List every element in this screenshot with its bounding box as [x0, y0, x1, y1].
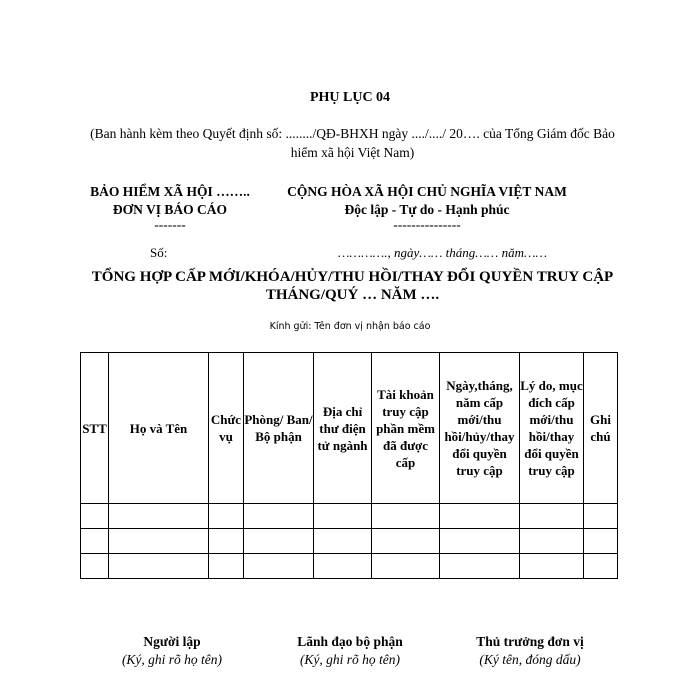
- national-motto: Độc lập - Tự do - Hạnh phúc: [344, 202, 510, 217]
- table-cell[interactable]: [584, 529, 618, 554]
- header-date: Ngày,tháng, năm cấp mới/thu hồi/hủy/thay đổi quyền truy cập: [440, 353, 520, 504]
- report-title: TỔNG HỢP CẤP MỚI/KHÓA/HỦY/THU HỒI/THAY ĐỔI QUYỀN TRUY CẬP THÁNG/QUÝ … NĂM ….: [91, 269, 614, 303]
- country-name: CỘNG HÒA XÃ HỘI CHỦ NGHĨA VIỆT NAM: [287, 184, 567, 199]
- national-header: [262, 183, 592, 231]
- document-number-label: Số:: [150, 245, 168, 260]
- date-line: …………., ngày…… tháng…… năm……: [338, 245, 548, 260]
- signature-unit-head: [440, 633, 620, 669]
- table-cell[interactable]: [584, 554, 618, 579]
- table-row: [81, 529, 618, 554]
- table-cell[interactable]: [244, 554, 314, 579]
- table-cell[interactable]: [440, 504, 520, 529]
- table-cell[interactable]: [81, 529, 109, 554]
- right-divider: ---------------: [393, 217, 461, 232]
- table-cell[interactable]: [520, 554, 584, 579]
- appendix-title: PHỤ LỤC 04: [309, 90, 391, 105]
- signature-preparer: [82, 633, 262, 669]
- header-position: Chức vụ: [209, 353, 244, 504]
- table-cell[interactable]: [372, 554, 440, 579]
- decision-reference: (Ban hành kèm theo Quyết định số: ......../QĐ-BHXH ngày ..../..../ 20…. của Tổng Giám đốc Bảo hiểm xã hội Việt Nam): [90, 126, 615, 160]
- access-rights-table: [80, 352, 618, 579]
- header-reason: Lý do, mục đích cấp mới/thu hồi/thay đổi quyền truy cập: [520, 353, 584, 504]
- issuing-unit-header: [70, 183, 270, 231]
- header-stt: STT: [81, 353, 109, 504]
- signature-role: Lãnh đạo bộ phận: [297, 634, 403, 649]
- table-cell[interactable]: [440, 529, 520, 554]
- signature-department-head: [260, 633, 440, 669]
- table-cell[interactable]: [314, 554, 372, 579]
- table-cell[interactable]: [81, 504, 109, 529]
- table-cell[interactable]: [372, 504, 440, 529]
- table-cell[interactable]: [109, 504, 209, 529]
- table-cell[interactable]: [520, 504, 584, 529]
- table-row: [81, 554, 618, 579]
- table-cell[interactable]: [109, 529, 209, 554]
- signature-note: (Ký tên, đóng dấu): [479, 652, 581, 667]
- table-cell[interactable]: [109, 554, 209, 579]
- table-row: [81, 504, 618, 529]
- table-cell[interactable]: [244, 529, 314, 554]
- header-department: Phòng/ Ban/ Bộ phận: [244, 353, 314, 504]
- organization-name: BẢO HIỂM XÃ HỘI ……..: [90, 184, 250, 199]
- table-cell[interactable]: [520, 529, 584, 554]
- table-cell[interactable]: [209, 554, 244, 579]
- header-account: Tài khoản truy cập phần mềm đã được cấp: [372, 353, 440, 504]
- recipient-line: Kính gửi: Tên đơn vị nhận báo cáo: [269, 321, 431, 332]
- header-full-name: Họ và Tên: [109, 353, 209, 504]
- table-cell[interactable]: [244, 504, 314, 529]
- header-notes: Ghi chú: [584, 353, 618, 504]
- header-email: Địa chỉ thư điện tử ngành: [314, 353, 372, 504]
- table-cell[interactable]: [314, 504, 372, 529]
- signature-role: Thủ trưởng đơn vị: [476, 634, 584, 649]
- reporting-unit-label: ĐƠN VỊ BÁO CÁO: [112, 202, 228, 217]
- table-cell[interactable]: [81, 554, 109, 579]
- table-cell[interactable]: [209, 529, 244, 554]
- table-cell[interactable]: [440, 554, 520, 579]
- left-divider: -------: [154, 217, 186, 232]
- table-header-row: [81, 353, 618, 504]
- table-cell[interactable]: [584, 504, 618, 529]
- table-cell[interactable]: [209, 504, 244, 529]
- signature-note: (Ký, ghi rõ họ tên): [121, 652, 223, 667]
- signature-role: Người lập: [143, 634, 201, 649]
- table-cell[interactable]: [372, 529, 440, 554]
- table-cell[interactable]: [314, 529, 372, 554]
- signature-note: (Ký, ghi rõ họ tên): [299, 652, 401, 667]
